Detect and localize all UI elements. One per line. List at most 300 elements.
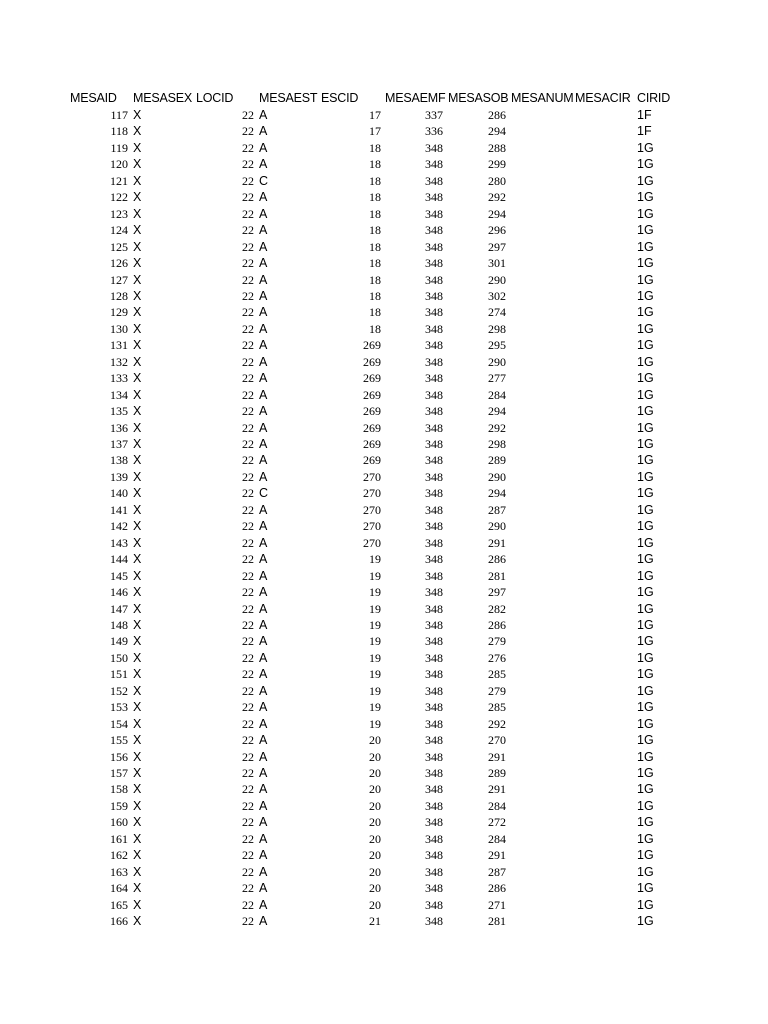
cell-mesasob: 284 [488, 831, 506, 846]
cell-escid: 19 [369, 700, 381, 715]
table-row [0, 485, 768, 501]
cell-mesaid: 142 [110, 519, 128, 534]
cell-mesaid: 136 [110, 420, 128, 435]
cell-mesaemp: 348 [425, 338, 443, 353]
table-row [0, 864, 768, 880]
cell-locid: 22 [242, 387, 254, 402]
cell-locid: 22 [242, 519, 254, 534]
cell-mesaest: A [259, 897, 268, 912]
table-row [0, 288, 768, 304]
cell-cirid: 1G [637, 700, 654, 715]
cell-mesasexo: X [133, 420, 142, 435]
cell-escid: 19 [369, 601, 381, 616]
cell-mesasexo: X [133, 749, 142, 764]
cell-cirid: 1G [637, 749, 654, 764]
cell-escid: 18 [369, 140, 381, 155]
table-row [0, 337, 768, 353]
cell-mesaid: 150 [110, 650, 128, 665]
cell-mesaest: A [259, 782, 268, 797]
cell-mesaemp: 348 [425, 519, 443, 534]
cell-mesasexo: X [133, 650, 142, 665]
cell-locid: 22 [242, 733, 254, 748]
cell-mesaemp: 348 [425, 206, 443, 221]
cell-mesasob: 271 [488, 897, 506, 912]
cell-mesasexo: X [133, 552, 142, 567]
cell-mesaid: 152 [110, 683, 128, 698]
cell-escid: 19 [369, 634, 381, 649]
table-row [0, 272, 768, 288]
cell-mesasexo: X [133, 585, 142, 600]
table-row [0, 551, 768, 567]
table-row [0, 321, 768, 337]
cell-mesaest: A [259, 831, 268, 846]
cell-mesasexo: X [133, 338, 142, 353]
cell-mesaest: A [259, 650, 268, 665]
cell-mesaest: A [259, 239, 268, 254]
cell-escid: 19 [369, 683, 381, 698]
cell-escid: 269 [363, 387, 381, 402]
cell-mesasexo: X [133, 239, 142, 254]
table-row [0, 255, 768, 271]
cell-locid: 22 [242, 420, 254, 435]
cell-mesaest: A [259, 437, 268, 451]
cell-mesasob: 292 [488, 190, 506, 205]
cell-escid: 269 [363, 338, 381, 353]
cell-cirid: 1G [637, 683, 654, 698]
cell-mesaest: A [259, 798, 268, 813]
cell-locid: 22 [242, 371, 254, 386]
cell-mesaest: A [259, 864, 268, 879]
cell-mesaid: 130 [110, 321, 128, 336]
cell-mesasexo: X [133, 700, 142, 715]
cell-mesasexo: X [133, 387, 142, 402]
cell-mesaid: 128 [110, 288, 128, 303]
cell-cirid: 1G [637, 815, 654, 830]
table-row [0, 716, 768, 732]
table-row [0, 140, 768, 156]
cell-escid: 270 [363, 535, 381, 550]
cell-mesaid: 144 [110, 552, 128, 567]
header-mesasexo: MESASEX [133, 91, 193, 105]
cell-mesasexo: X [133, 272, 142, 287]
cell-mesasob: 298 [488, 321, 506, 336]
cell-mesasob: 299 [488, 157, 506, 172]
cell-mesasexo: X [133, 716, 142, 731]
cell-mesaemp: 348 [425, 848, 443, 863]
cell-mesasexo: X [133, 453, 142, 468]
cell-mesaest: A [259, 157, 268, 172]
cell-mesaest: A [259, 371, 268, 386]
cell-escid: 20 [369, 881, 381, 896]
cell-escid: 269 [363, 453, 381, 468]
cell-escid: 20 [369, 798, 381, 813]
cell-mesasob: 276 [488, 650, 506, 665]
cell-mesasexo: X [133, 354, 142, 369]
cell-cirid: 1G [637, 552, 654, 567]
cell-mesaemp: 348 [425, 815, 443, 830]
header-mesaest: MESAEST [259, 91, 318, 105]
cell-mesaemp: 348 [425, 157, 443, 172]
cell-mesasob: 286 [488, 108, 506, 122]
header-mesanum: MESANUM [511, 91, 573, 105]
cell-mesaemp: 348 [425, 469, 443, 484]
cell-mesaest: A [259, 420, 268, 435]
cell-mesaid: 124 [110, 223, 128, 238]
cell-cirid: 1G [637, 256, 654, 271]
cell-locid: 22 [242, 354, 254, 369]
cell-locid: 22 [242, 190, 254, 205]
cell-mesasexo: X [133, 288, 142, 303]
table-row [0, 189, 768, 205]
cell-locid: 22 [242, 453, 254, 468]
cell-mesaest: A [259, 140, 268, 155]
cell-mesaest: A [259, 223, 268, 238]
cell-mesasob: 287 [488, 502, 506, 517]
cell-mesaemp: 336 [425, 124, 443, 139]
cell-cirid: 1G [637, 288, 654, 303]
cell-escid: 18 [369, 321, 381, 336]
cell-cirid: 1G [637, 321, 654, 336]
cell-escid: 18 [369, 223, 381, 238]
table-row [0, 535, 768, 551]
cell-mesaemp: 348 [425, 354, 443, 369]
cell-mesaemp: 348 [425, 305, 443, 320]
cell-mesaemp: 348 [425, 568, 443, 583]
cell-locid: 22 [242, 568, 254, 583]
cell-mesaest: C [259, 173, 269, 188]
cell-mesasob: 277 [488, 371, 506, 386]
cell-mesasexo: X [133, 437, 142, 451]
cell-locid: 22 [242, 848, 254, 863]
table-row [0, 173, 768, 189]
cell-cirid: 1G [637, 716, 654, 731]
table-row [0, 897, 768, 913]
cell-mesasexo: X [133, 617, 142, 632]
cell-mesasob: 279 [488, 683, 506, 698]
cell-mesaest: A [259, 848, 268, 863]
cell-mesasob: 298 [488, 437, 506, 451]
cell-mesaemp: 348 [425, 667, 443, 682]
cell-mesasob: 295 [488, 338, 506, 353]
cell-mesasob: 296 [488, 223, 506, 238]
cell-mesaid: 160 [110, 815, 128, 830]
cell-escid: 19 [369, 650, 381, 665]
cell-mesasob: 288 [488, 140, 506, 155]
cell-locid: 22 [242, 124, 254, 139]
cell-escid: 20 [369, 749, 381, 764]
cell-mesasob: 284 [488, 798, 506, 813]
table-row [0, 617, 768, 633]
cell-escid: 270 [363, 486, 381, 501]
cell-mesasexo: X [133, 371, 142, 386]
cell-mesasexo: X [133, 157, 142, 172]
cell-cirid: 1G [637, 848, 654, 863]
cell-mesasob: 291 [488, 782, 506, 797]
cell-locid: 22 [242, 272, 254, 287]
cell-escid: 20 [369, 848, 381, 863]
cell-escid: 269 [363, 371, 381, 386]
header-locid: LOCID [196, 91, 234, 105]
cell-mesaemp: 348 [425, 864, 443, 879]
cell-locid: 22 [242, 716, 254, 731]
cell-mesasob: 294 [488, 486, 506, 501]
table-row [0, 370, 768, 386]
cell-escid: 20 [369, 897, 381, 912]
cell-cirid: 1G [637, 420, 654, 435]
table-row [0, 831, 768, 847]
cell-mesaemp: 348 [425, 585, 443, 600]
cell-escid: 270 [363, 502, 381, 517]
cell-mesaest: A [259, 700, 268, 715]
header-mesacir: MESACIR [575, 91, 631, 105]
cell-mesasob: 291 [488, 848, 506, 863]
cell-mesasexo: X [133, 305, 142, 320]
header-mesasob: MESASOB [448, 91, 509, 105]
cell-locid: 22 [242, 140, 254, 155]
table-row [0, 239, 768, 255]
cell-mesasexo: X [133, 634, 142, 649]
cell-cirid: 1G [637, 190, 654, 205]
header-escid: ESCID [321, 91, 359, 105]
cell-cirid: 1G [637, 173, 654, 188]
table-row [0, 781, 768, 797]
cell-mesasob: 290 [488, 272, 506, 287]
cell-mesaid: 156 [110, 749, 128, 764]
cell-locid: 22 [242, 782, 254, 797]
cell-cirid: 1G [637, 371, 654, 386]
cell-mesaemp: 348 [425, 371, 443, 386]
cell-cirid: 1G [637, 634, 654, 649]
cell-mesaid: 149 [110, 634, 128, 649]
cell-escid: 19 [369, 552, 381, 567]
cell-mesasob: 281 [488, 914, 506, 929]
cell-mesasob: 274 [488, 305, 506, 320]
table-row [0, 156, 768, 172]
cell-mesaest: A [259, 667, 268, 682]
cell-cirid: 1G [637, 404, 654, 419]
cell-escid: 19 [369, 667, 381, 682]
cell-locid: 22 [242, 601, 254, 616]
cell-locid: 22 [242, 634, 254, 649]
cell-cirid: 1G [637, 782, 654, 797]
cell-mesaemp: 348 [425, 634, 443, 649]
table-row [0, 502, 768, 518]
cell-escid: 19 [369, 716, 381, 731]
cell-mesaid: 129 [110, 305, 128, 320]
table-row [0, 749, 768, 765]
cell-mesaid: 163 [110, 864, 128, 879]
cell-mesaest: A [259, 815, 268, 830]
cell-locid: 22 [242, 700, 254, 715]
table-row [0, 913, 768, 929]
cell-mesasexo: X [133, 256, 142, 271]
cell-cirid: 1G [637, 864, 654, 879]
cell-mesasob: 291 [488, 535, 506, 550]
cell-mesaest: A [259, 716, 268, 731]
cell-cirid: 1G [637, 881, 654, 896]
cell-mesasexo: X [133, 206, 142, 221]
table-row [0, 584, 768, 600]
cell-cirid: 1G [637, 617, 654, 632]
cell-mesaemp: 348 [425, 288, 443, 303]
cell-mesaest: A [259, 453, 268, 468]
cell-mesaid: 137 [110, 437, 128, 451]
cell-cirid: 1G [637, 437, 654, 451]
cell-mesasob: 272 [488, 815, 506, 830]
cell-mesaid: 138 [110, 453, 128, 468]
cell-escid: 18 [369, 256, 381, 271]
cell-mesasexo: X [133, 140, 142, 155]
cell-mesaemp: 348 [425, 190, 443, 205]
cell-mesaemp: 348 [425, 387, 443, 402]
cell-mesaid: 166 [110, 914, 128, 929]
cell-locid: 22 [242, 321, 254, 336]
cell-mesasob: 291 [488, 749, 506, 764]
cell-cirid: 1F [637, 108, 652, 122]
header-row [0, 90, 768, 106]
cell-mesasob: 302 [488, 288, 506, 303]
cell-mesaest: A [259, 108, 268, 122]
cell-mesaid: 134 [110, 387, 128, 402]
cell-mesaemp: 348 [425, 716, 443, 731]
cell-mesaid: 118 [110, 124, 128, 139]
cell-cirid: 1G [637, 338, 654, 353]
cell-mesasexo: X [133, 173, 142, 188]
cell-mesasexo: X [133, 667, 142, 682]
cell-cirid: 1G [637, 667, 654, 682]
cell-mesaest: A [259, 256, 268, 271]
cell-escid: 18 [369, 173, 381, 188]
table-row [0, 847, 768, 863]
cell-locid: 22 [242, 552, 254, 567]
cell-escid: 20 [369, 733, 381, 748]
cell-mesasob: 286 [488, 881, 506, 896]
cell-mesaemp: 348 [425, 239, 443, 254]
cell-mesaid: 164 [110, 881, 128, 896]
cell-mesaid: 125 [110, 239, 128, 254]
cell-mesaemp: 348 [425, 733, 443, 748]
cell-mesaest: A [259, 519, 268, 534]
table-row [0, 765, 768, 781]
cell-mesaest: A [259, 552, 268, 567]
table-row [0, 354, 768, 370]
table-row [0, 420, 768, 436]
cell-mesasexo: X [133, 124, 142, 139]
cell-locid: 22 [242, 338, 254, 353]
cell-mesasexo: X [133, 881, 142, 896]
cell-mesaemp: 348 [425, 535, 443, 550]
cell-mesaemp: 348 [425, 453, 443, 468]
table-row [0, 403, 768, 419]
cell-mesaest: A [259, 683, 268, 698]
cell-mesaemp: 348 [425, 140, 443, 155]
cell-cirid: 1G [637, 601, 654, 616]
cell-cirid: 1G [637, 140, 654, 155]
cell-mesaest: A [259, 469, 268, 484]
cell-cirid: 1G [637, 585, 654, 600]
table-row [0, 107, 768, 123]
cell-mesasexo: X [133, 601, 142, 616]
header-mesaid: MESAID [70, 91, 117, 105]
cell-mesaid: 151 [110, 667, 128, 682]
table-row [0, 518, 768, 534]
cell-mesaest: A [259, 387, 268, 402]
cell-mesaid: 127 [110, 272, 128, 287]
cell-mesaest: C [259, 486, 269, 501]
cell-escid: 19 [369, 585, 381, 600]
cell-mesasob: 290 [488, 469, 506, 484]
cell-mesaest: A [259, 766, 268, 780]
header-cirid: CIRID [637, 91, 671, 105]
cell-locid: 22 [242, 617, 254, 632]
cell-mesasexo: X [133, 848, 142, 863]
cell-mesaest: A [259, 338, 268, 353]
table-row [0, 436, 768, 452]
table-row [0, 683, 768, 699]
cell-escid: 21 [369, 914, 381, 929]
cell-mesasexo: X [133, 831, 142, 846]
cell-locid: 22 [242, 108, 254, 122]
cell-escid: 18 [369, 157, 381, 172]
cell-mesaid: 123 [110, 206, 128, 221]
cell-mesasexo: X [133, 108, 142, 122]
cell-mesaemp: 348 [425, 502, 443, 517]
cell-mesasexo: X [133, 897, 142, 912]
cell-cirid: 1G [637, 766, 654, 780]
cell-mesaest: A [259, 272, 268, 287]
cell-locid: 22 [242, 157, 254, 172]
cell-mesaid: 155 [110, 733, 128, 748]
cell-escid: 18 [369, 239, 381, 254]
cell-mesaest: A [259, 288, 268, 303]
cell-mesaemp: 348 [425, 321, 443, 336]
cell-locid: 22 [242, 437, 254, 451]
cell-mesasexo: X [133, 914, 142, 929]
cell-locid: 22 [242, 650, 254, 665]
table-row [0, 601, 768, 617]
cell-cirid: 1G [637, 650, 654, 665]
cell-mesasob: 289 [488, 766, 506, 780]
cell-mesaest: A [259, 914, 268, 929]
cell-locid: 22 [242, 815, 254, 830]
cell-cirid: 1G [637, 486, 654, 501]
cell-locid: 22 [242, 535, 254, 550]
cell-mesaest: A [259, 124, 268, 139]
cell-cirid: 1G [637, 157, 654, 172]
cell-mesasob: 290 [488, 519, 506, 534]
table-row [0, 222, 768, 238]
cell-locid: 22 [242, 864, 254, 879]
cell-escid: 269 [363, 437, 381, 451]
cell-mesaest: A [259, 206, 268, 221]
cell-mesaemp: 348 [425, 173, 443, 188]
cell-mesasob: 286 [488, 552, 506, 567]
cell-mesaid: 135 [110, 404, 128, 419]
cell-mesaest: A [259, 354, 268, 369]
cell-locid: 22 [242, 667, 254, 682]
cell-mesasexo: X [133, 815, 142, 830]
cell-mesaid: 119 [110, 140, 128, 155]
cell-escid: 270 [363, 519, 381, 534]
cell-mesasexo: X [133, 683, 142, 698]
cell-escid: 19 [369, 568, 381, 583]
cell-mesaest: A [259, 190, 268, 205]
cell-mesasob: 284 [488, 387, 506, 402]
cell-mesaid: 158 [110, 782, 128, 797]
cell-mesaemp: 348 [425, 420, 443, 435]
cell-mesaemp: 337 [425, 108, 443, 122]
table-row [0, 732, 768, 748]
